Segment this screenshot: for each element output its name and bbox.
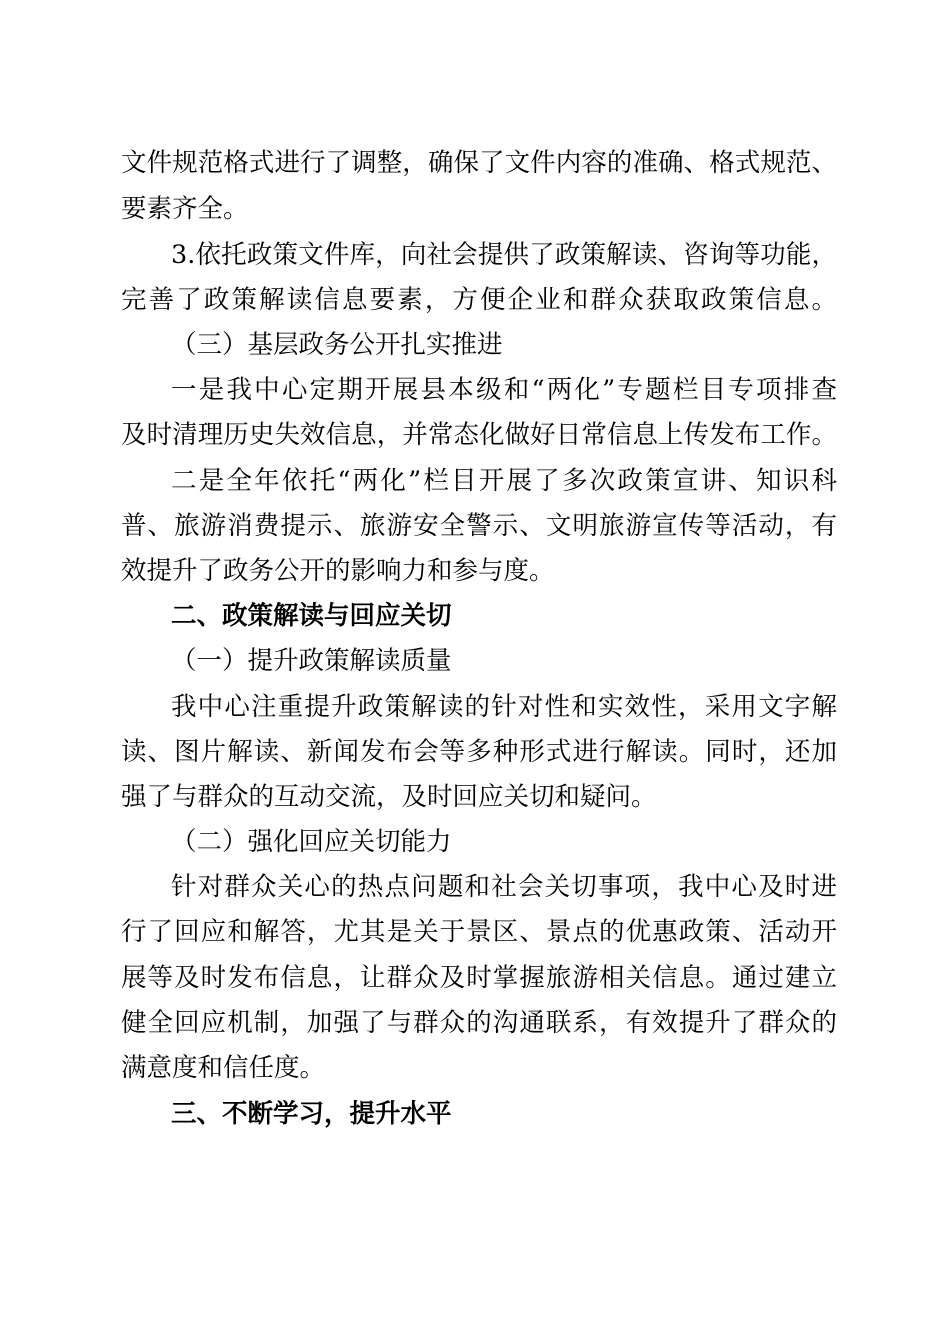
subsection-heading: （二）强化回应关切能力 [171, 827, 452, 857]
paragraph-first-line: 二是全年依托“两化”栏目开展了多次政策宣讲、知识科 [171, 466, 837, 496]
body-text-line: 文件规范格式进行了调整，确保了文件内容的准确、格式规范、 [121, 148, 837, 178]
body-text-line: 健全回应机制，加强了与群众的沟通联系，有效提升了群众的 [121, 1008, 837, 1038]
body-text-line: 普、旅游消费提示、旅游安全警示、文明旅游宣传等活动，有 [121, 511, 837, 541]
section-heading: 二、政策解读与回应关切 [171, 601, 452, 631]
paragraph-first-line: 一是我中心定期开展县本级和“两化”专题栏目专项排查 [171, 375, 837, 405]
numbered-item: 3.依托政策文件库，向社会提供了政策解读、咨询等功能， [171, 240, 837, 270]
body-text-line: 行了回应和解答，尤其是关于景区、景点的优惠政策、活动开 [121, 917, 837, 947]
body-text-line: 效提升了政务公开的影响力和参与度。 [121, 556, 555, 586]
paragraph-first-line: 针对群众关心的热点问题和社会关切事项，我中心及时进 [171, 872, 837, 902]
body-text-line: 完善了政策解读信息要素，方便企业和群众获取政策信息。 [121, 285, 837, 315]
body-text-line: 要素齐全。 [121, 194, 249, 224]
body-text-line: 读、图片解读、新闻发布会等多种形式进行解读。同时，还加 [121, 737, 837, 767]
paragraph-first-line: 我中心注重提升政策解读的针对性和实效性，采用文字解 [171, 692, 837, 722]
body-text-line: 满意度和信任度。 [121, 1053, 326, 1083]
body-text-line: 展等及时发布信息，让群众及时掌握旅游相关信息。通过建立 [121, 963, 837, 993]
body-text-line: 及时清理历史失效信息，并常态化做好日常信息上传发布工作。 [121, 420, 837, 450]
body-text-line: 强了与群众的互动交流，及时回应关切和疑问。 [121, 782, 657, 812]
subsection-heading: （一）提升政策解读质量 [171, 646, 452, 676]
subsection-heading: （三）基层政务公开扎实推进 [171, 330, 503, 360]
section-heading: 三、不断学习，提升水平 [171, 1099, 452, 1129]
